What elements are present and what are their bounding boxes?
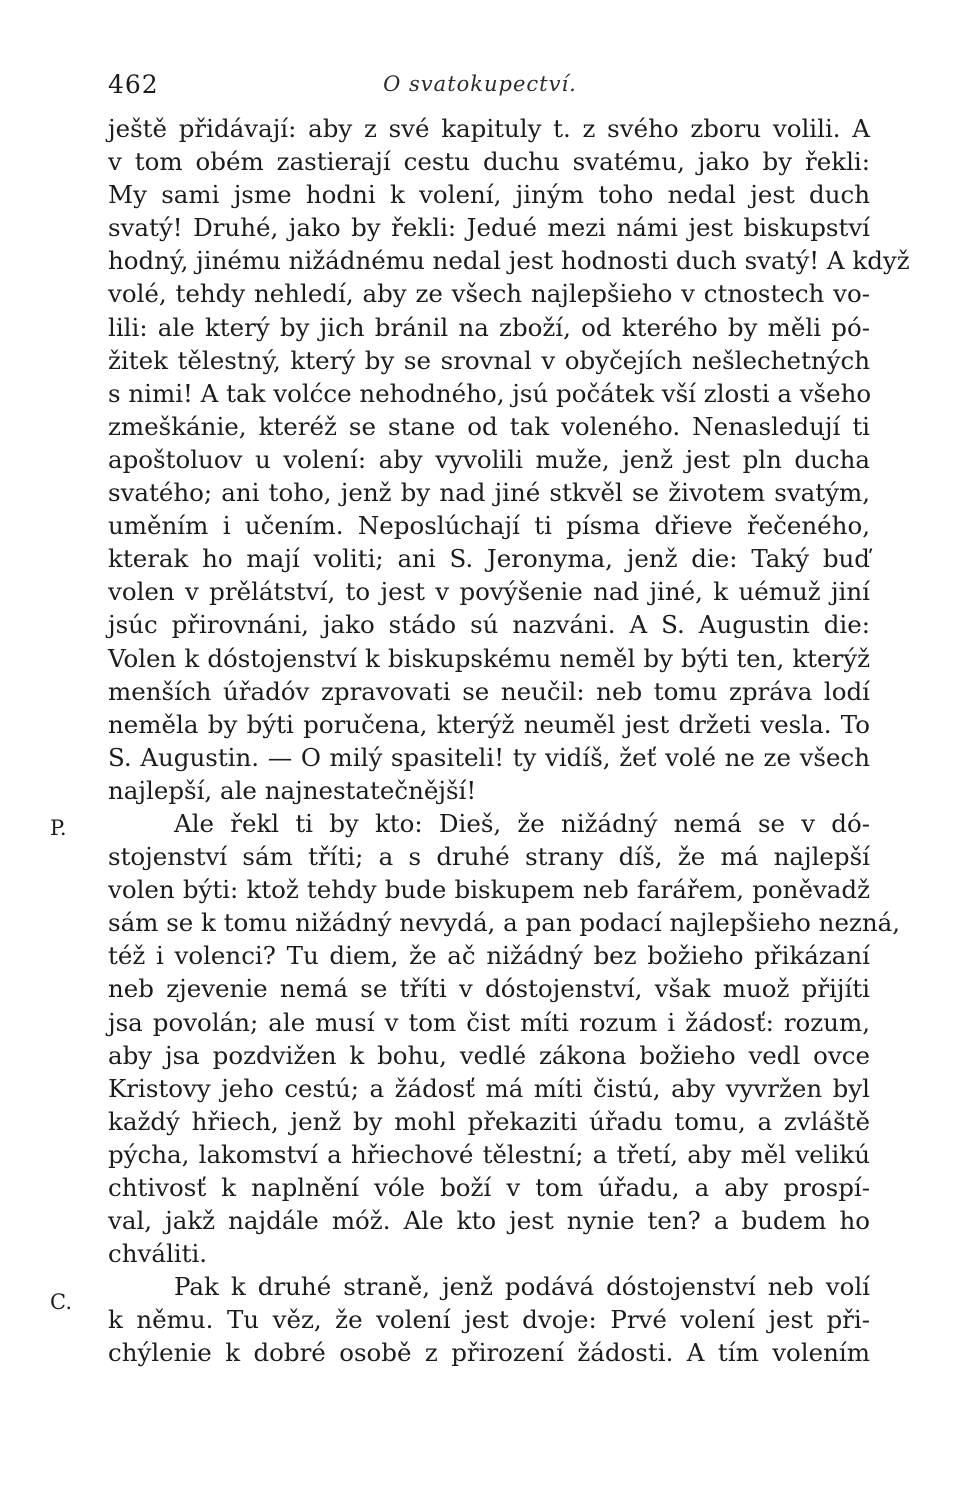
text-line: hodný, jinému nižádnému nedal jest hodnosti duch svatý! A když	[108, 246, 910, 276]
text-line: S. Augustin. — O milý spasiteli! ty vidíš, žeť volé ne ze všech	[108, 742, 870, 772]
body-text	[108, 112, 910, 1370]
text-line: žitek tělestný, který by se srovnal v obyčejích nešlechetných	[108, 345, 870, 375]
text-line: stojenství sám tříti; a s druhé strany díš, že má najlepší	[108, 842, 870, 872]
text-line: neb zjevenie nemá se tříti v dóstojenství, však muož přijíti	[108, 974, 870, 1004]
text-line: volen býti: ktož tehdy bude biskupem neb farářem, poněvadž	[108, 875, 870, 905]
text-line: pýcha, lakomství a hřiechové tělestní; a třetí, aby měl velikú	[108, 1139, 870, 1169]
text-line: svatý! Druhé, jako by řekli: Jedué mezi námi jest biskupství	[108, 213, 870, 243]
text-line: sám se k tomu nižádný nevydá, a pan podací najlepšieho nezná,	[108, 908, 901, 938]
text-line: neměla by býti poručena, kterýž neuměl jest držeti vesla. To	[108, 709, 870, 739]
text-line: My sami jsme hodni k volení, jiným toho nedal jest duch	[108, 180, 870, 210]
text-line: chtivosť k naplnění vóle boží v tom úřadu, a aby prospí-	[108, 1173, 870, 1202]
text-line: aby jsa pozdvižen k bohu, vedlé zákona božieho vedl ovce	[108, 1040, 870, 1070]
text-line: najlepší, ale najnestatečnější!	[108, 775, 477, 805]
text-line: k němu. Tu věz, že volení jest dvoje: Prvé volení jest při-	[108, 1305, 870, 1335]
text-line: Volen k dóstojenství k biskupskému neměl by býti ten, kterýž	[108, 643, 870, 673]
text-line: chváliti.	[108, 1239, 208, 1269]
text-line: Pak k druhé straně, jenž podává dóstojenství neb volí	[174, 1272, 870, 1302]
text-line: lili: ale který by jich bránil na zboží, od kterého by měli pó-	[108, 312, 870, 342]
text-line: apoštoluov u volení: aby vyvolili muže, jenž jest pln ducha	[108, 444, 870, 474]
text-line: s nimi! A tak volćce nehodného, jsú počátek vší zlosti a všeho	[108, 378, 872, 408]
text-line: též i volenci? Tu diem, že ač nižádný bez božieho přikázaní	[108, 941, 870, 971]
margin-letter-c: C.	[50, 1290, 72, 1314]
page-number: 462	[108, 70, 159, 99]
text-line: zmeškánie, kteréž se stane od tak voleného. Nenasledují ti	[108, 411, 870, 441]
text-line: chýlenie k dobré osobě z přirození žádosti. A tím volením	[108, 1338, 870, 1368]
text-line: volen v prělátství, to jest v povýšenie nad jiné, k uémuž jiní	[108, 577, 870, 607]
text-line: v tom obém zastierají cestu duchu svatému, jako by řekli:	[108, 147, 870, 177]
text-line: ještě přidávají: aby z své kapituly t. z svého zboru volili. A	[108, 114, 870, 143]
text-line: Kristovy jeho cestú; a žádosť má míti čistú, aby vyvržen byl	[108, 1073, 870, 1103]
margin-letter-p: P.	[50, 816, 67, 840]
text-line: každý hřiech, jenž by mohl překaziti úřadu tomu, a zvláště	[108, 1106, 870, 1136]
text-line: volé, tehdy nehledí, aby ze všech najlepšieho v ctnostech vo-	[108, 279, 870, 309]
text-line: Ale řekl ti by kto: Dieš, že nižádný nemá se v dó-	[174, 808, 870, 838]
text-line: val, jakž najdále móž. Ale kto jest nynie ten? a budem ho	[108, 1206, 870, 1236]
running-title: O svatokupectví.	[383, 72, 577, 96]
text-line: svatého; ani toho, jenž by nad jiné stkvěl se životem svatým,	[108, 478, 870, 508]
text-line: uměním i učením. Neposlúchají ti písma dřieve řečeného,	[108, 511, 870, 541]
text-line: jsúc přirovnáni, jako stádo sú nazváni. A S. Augustin die:	[108, 610, 870, 640]
text-line: jsa povolán; ale musí v tom čist míti rozum i žádosť: rozum,	[108, 1007, 870, 1037]
text-line: kterak ho mají voliti; ani S. Jeronyma, jenž die: Taký buď	[108, 544, 870, 574]
text-line: menších úřadóv zpravovati se neučil: neb tomu zpráva lodí	[108, 676, 870, 706]
